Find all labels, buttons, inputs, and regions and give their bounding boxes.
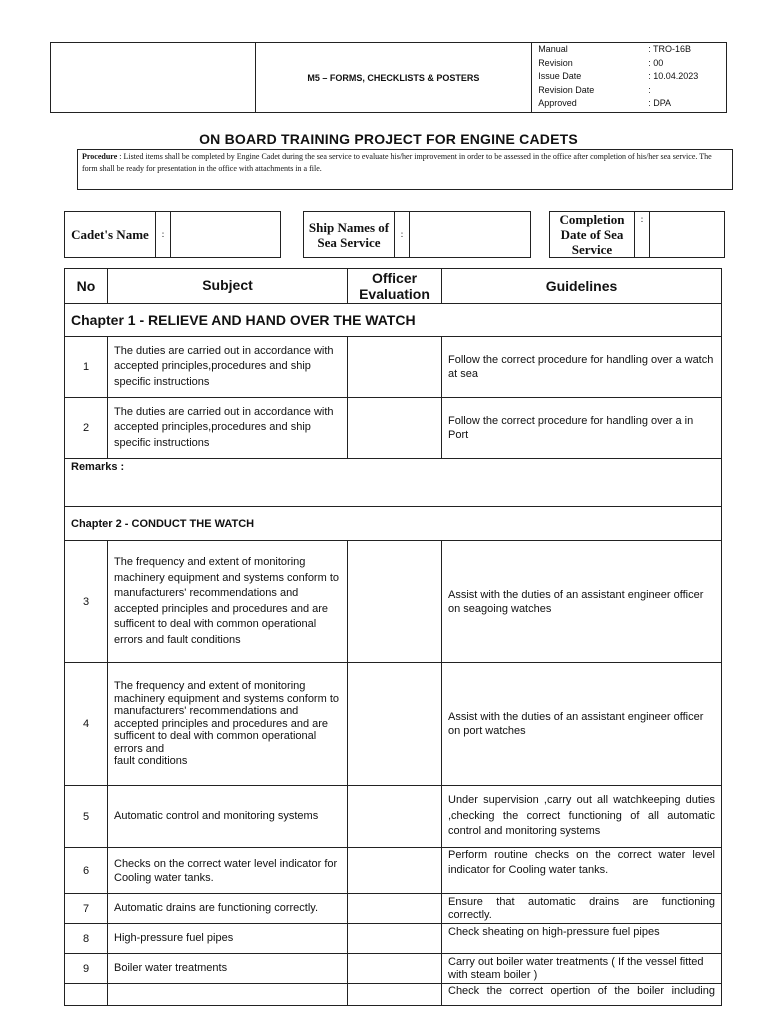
evaluation-cell[interactable]: [348, 663, 442, 786]
meta-label: Issue Date: [538, 71, 582, 82]
row-guideline: Check sheating on high-pressure fuel pipes: [442, 924, 722, 954]
row-subject: Automatic drains are functioning correctly.: [108, 894, 348, 924]
completion-date-label: Completion Date of Sea Service: [550, 212, 635, 258]
row-subject: [108, 984, 348, 1006]
evaluation-cell[interactable]: [348, 924, 442, 954]
row-guideline: Assist with the duties of an assistant engineer officer on seagoing watches: [442, 541, 722, 663]
colon: :: [156, 212, 171, 258]
table-row: [65, 337, 722, 398]
row-subject: The duties are carried out in accordance with accepted principles,procedures and ship specific instructions: [108, 398, 348, 459]
meta-value: : DPA: [648, 98, 672, 109]
evaluation-cell[interactable]: [348, 337, 442, 398]
row-number: 4: [65, 663, 108, 786]
table-row: [65, 541, 722, 663]
row-number: 8: [65, 924, 108, 954]
evaluation-cell[interactable]: [348, 786, 442, 848]
row-subject: The duties are carried out in accordance with accepted principles,procedures and ship specific instructions: [108, 337, 348, 398]
row-guideline: Follow the correct procedure for handling over a in Port: [442, 398, 722, 459]
meta-label: Approved: [538, 98, 577, 109]
meta-value: :: [648, 84, 651, 95]
evaluation-cell[interactable]: [348, 541, 442, 663]
table-row: [65, 663, 722, 786]
meta-label: Manual: [538, 44, 568, 54]
row-subject: Automatic control and monitoring systems: [108, 786, 348, 848]
chapter-2-heading: Chapter 2 - CONDUCT THE WATCH: [65, 507, 722, 541]
chapter-1-heading: Chapter 1 - RELIEVE AND HAND OVER THE WATCH: [65, 304, 722, 337]
row-guideline: Under supervision ,carry out all watchkeeping duties ,checking the correct functioning of all automatic control and monitoring systems: [442, 786, 722, 848]
column-header-guidelines: Guidelines: [442, 269, 722, 304]
row-guideline: Ensure that automatic drains are functioning correctly.: [442, 894, 722, 924]
ship-names-label: Ship Names of Sea Service: [304, 212, 395, 258]
meta-value: : TRO-16B: [648, 44, 692, 54]
colon: :: [395, 212, 410, 258]
column-header-evaluation: Officer Evaluation: [348, 269, 442, 304]
evaluation-cell[interactable]: [348, 848, 442, 894]
table-header-row: [65, 269, 722, 304]
row-guideline: Follow the correct procedure for handling over a watch at sea: [442, 337, 722, 398]
procedure-text: : Listed items shall be completed by Engine Cadet during the sea service to evaluate his/her improvement in order to be assessed in the office after completion of his/her sea service. The form shall be ready for presentation in the office with attachments in a file.: [82, 152, 712, 173]
logo-area: [51, 43, 256, 113]
row-guideline: Perform routine checks on the correct water level indicator for Cooling water tanks.: [442, 848, 722, 894]
completion-date-box: [549, 211, 725, 258]
table-row: [65, 786, 722, 848]
row-number: 7: [65, 894, 108, 924]
procedure-label: Procedure: [82, 152, 118, 161]
meta-value: : 10.04.2023: [648, 71, 699, 82]
ship-names-field[interactable]: [410, 212, 531, 258]
manual-section-title: M5 – FORMS, CHECKLISTS & POSTERS: [255, 43, 532, 113]
column-header-subject: Subject: [108, 269, 348, 304]
table-row: [65, 984, 722, 1006]
meta-value: : 00: [648, 57, 664, 68]
evaluation-cell[interactable]: [348, 894, 442, 924]
row-number: 6: [65, 848, 108, 894]
row-guideline: Carry out boiler water treatments ( If the vessel fitted with steam boiler ): [442, 954, 722, 984]
row-number: 9: [65, 954, 108, 984]
table-row: [65, 398, 722, 459]
procedure-box: [77, 149, 733, 190]
evaluation-cell[interactable]: [348, 954, 442, 984]
remarks-field[interactable]: Remarks :: [65, 459, 722, 507]
row-guideline: Check the correct opertion of the boiler including: [442, 984, 722, 1006]
cadet-name-field[interactable]: [171, 212, 281, 258]
document-header: [50, 42, 727, 113]
evaluation-cell[interactable]: [348, 398, 442, 459]
meta-label: Revision Date: [538, 84, 595, 95]
training-table: [64, 268, 722, 1006]
row-number: 5: [65, 786, 108, 848]
completion-date-field[interactable]: [650, 212, 725, 258]
table-row: [65, 954, 722, 984]
table-row: [65, 894, 722, 924]
colon: :: [635, 212, 650, 258]
row-subject: Boiler water treatments: [108, 954, 348, 984]
meta-label: Revision: [538, 57, 573, 68]
row-subject: The frequency and extent of monitoring machinery equipment and systems conform to manufacturers' recommendations and accepted principles and procedures and are sufficent to deal with common operational errors and fault conditions: [108, 541, 348, 663]
ship-names-box: [303, 211, 531, 258]
evaluation-cell[interactable]: [348, 984, 442, 1006]
row-subject: The frequency and extent of monitoring machinery equipment and systems conform to manufacturers' recommendations and accepted principles and procedures and are sufficent to deal with common operational errors and fault conditions: [108, 663, 348, 786]
row-subject: Checks on the correct water level indicator for Cooling water tanks.: [108, 848, 348, 894]
cadet-name-box: [64, 211, 281, 258]
row-number: 3: [65, 541, 108, 663]
table-row: [65, 848, 722, 894]
chapter-row: [65, 507, 722, 541]
chapter-row: [65, 304, 722, 337]
column-header-no: No: [65, 269, 108, 304]
page-title: ON BOARD TRAINING PROJECT FOR ENGINE CADETS: [199, 131, 578, 147]
row-number: [65, 984, 108, 1006]
row-number: 2: [65, 398, 108, 459]
cadet-name-label: Cadet's Name: [65, 212, 156, 258]
row-subject: High-pressure fuel pipes: [108, 924, 348, 954]
table-row: [65, 924, 722, 954]
row-guideline: Assist with the duties of an assistant engineer officer on port watches: [442, 663, 722, 786]
document-meta: [532, 43, 727, 113]
remarks-row: [65, 459, 722, 507]
row-number: 1: [65, 337, 108, 398]
